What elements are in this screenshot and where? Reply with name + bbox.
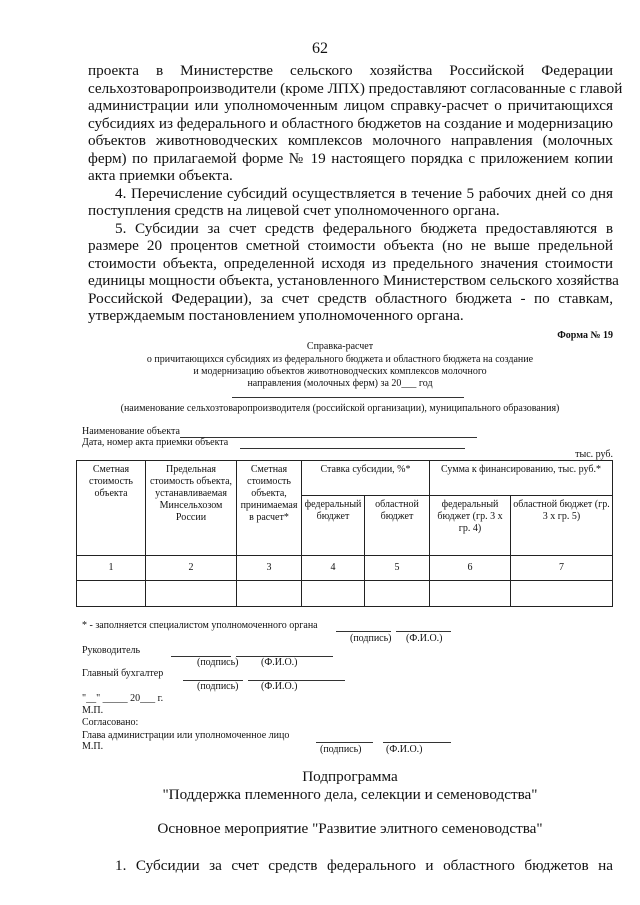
- number-cell: 1: [77, 556, 146, 581]
- org-caption: (наименование сельхозтоваропроизводителя (российской организации), муниципального образования): [120, 403, 560, 414]
- input-cell[interactable]: [365, 581, 430, 607]
- signature-caption: (подпись): [197, 681, 239, 692]
- subheader-cell: федеральный бюджет (гр. 3 х гр. 4): [430, 496, 511, 556]
- org-name-line[interactable]: [232, 397, 464, 398]
- text-line: поступления средств на лицевой счет уполномоченного органа.: [88, 202, 500, 219]
- main-activity: Основное мероприятие "Развитие элитного семеноводства": [157, 820, 543, 837]
- admin-fio-field[interactable]: [383, 742, 451, 743]
- units-label: тыс. руб.: [575, 449, 613, 460]
- number-cell: 3: [237, 556, 302, 581]
- subheader-cell: областной бюджет (гр. 3 х гр. 5): [511, 496, 613, 556]
- form-title: Справка-расчет: [306, 341, 374, 352]
- stamp-label: М.П.: [82, 741, 104, 752]
- text-line: стоимости объекта, определенной исходя из предельного значения стоимости: [88, 255, 613, 272]
- fio-caption: (Ф.И.О.): [261, 657, 298, 668]
- text-line: утверждаемым постановлением уполномоченного органа.: [88, 307, 464, 324]
- input-cell[interactable]: [302, 581, 365, 607]
- subheader-cell: федеральный бюджет: [302, 496, 365, 556]
- text-line: единицы мощности объекта, установленного Министерством сельского хозяйства: [88, 272, 619, 289]
- subprogram-title: Подпрограмма: [302, 768, 398, 785]
- accountant-label: Главный бухгалтер: [82, 668, 164, 679]
- number-cell: 7: [511, 556, 613, 581]
- text-line: администрации или уполномоченным лицом справку-расчет о причитающихся: [88, 97, 613, 114]
- number-cell: 5: [365, 556, 430, 581]
- subsidy-table: [76, 460, 613, 607]
- text-line: объектов животноводческих комплексов молочного направления (молочных: [88, 132, 613, 149]
- header-cell: Сметная стоимость объекта: [77, 461, 146, 556]
- input-cell[interactable]: [146, 581, 237, 607]
- header-cell: Сумма к финансированию, тыс. руб.*: [430, 461, 613, 496]
- fio-field[interactable]: [396, 631, 451, 632]
- input-cell[interactable]: [77, 581, 146, 607]
- form-title-line: направления (молочных ферм) за 20___ год: [247, 378, 433, 389]
- footnote: * - заполняется специалистом уполномоченного органа: [82, 620, 318, 631]
- table-row: [77, 581, 613, 607]
- input-cell[interactable]: [511, 581, 613, 607]
- text-line: Российской Федерации), за счет средств областного бюджета - по ставкам,: [88, 290, 613, 307]
- header-cell: Сметная стоимость объекта, принимаемая в расчет*: [237, 461, 302, 556]
- form-label: Форма № 19: [557, 330, 613, 341]
- item-1-text: 1. Субсидии за счет средств федерального и областного бюджетов на: [115, 857, 613, 874]
- text-line: акта приемки объекта.: [88, 167, 233, 184]
- date-line[interactable]: "__" _____ 20___ г.: [82, 693, 164, 704]
- text-line: ферм) по прилагаемой форме № 19 настоящего порядка с приложением копии: [88, 150, 613, 167]
- fio-caption: (Ф.И.О.): [261, 681, 298, 692]
- text-line: субсидиях из федерального и областного бюджетов на создание и модернизацию: [88, 115, 613, 132]
- stamp-label: М.П.: [82, 705, 104, 716]
- text-line: 5. Субсидии за счет средств федерального бюджета предоставляются в: [115, 220, 613, 237]
- form-title-line: и модернизацию объектов животноводческих комплексов молочного: [193, 366, 487, 377]
- form-title-line: о причитающихся субсидиях из федерального бюджета и областного бюджета на создание: [146, 354, 534, 365]
- text-line: проекта в Министерстве сельского хозяйства Российской Федерации: [88, 62, 613, 79]
- text-line: сельхозтоваропроизводители (кроме ЛПХ) предоставляют согласованные с главой: [88, 80, 623, 97]
- signature-caption: (подпись): [350, 633, 392, 644]
- admin-signature-field[interactable]: [316, 742, 373, 743]
- text-line: 4. Перечисление субсидий осуществляется в течение 5 рабочих дней со дня: [115, 185, 613, 202]
- object-name-label: Наименование объекта: [82, 426, 180, 437]
- head-label: Руководитель: [82, 645, 141, 656]
- subheader-cell: областной бюджет: [365, 496, 430, 556]
- header-cell: Предельная стоимость объекта, устанавливаемая Минсельхозом России: [146, 461, 237, 556]
- act-date-label: Дата, номер акта приемки объекта: [82, 437, 229, 448]
- subprogram-name: "Поддержка племенного дела, селекции и семеноводства": [162, 786, 538, 803]
- agreed-label: Согласовано:: [82, 717, 139, 728]
- admin-head-label: Глава администрации или уполномоченное лицо: [82, 730, 290, 741]
- signature-caption: (подпись): [320, 744, 362, 755]
- input-cell[interactable]: [430, 581, 511, 607]
- header-cell: Ставка субсидии, %*: [302, 461, 430, 496]
- table-row: [77, 556, 613, 581]
- page-number: 62: [312, 40, 328, 57]
- text-line: размере 20 процентов сметной стоимости объекта (но не выше предельной: [88, 237, 613, 254]
- signature-caption: (подпись): [197, 657, 239, 668]
- number-cell: 4: [302, 556, 365, 581]
- input-cell[interactable]: [237, 581, 302, 607]
- signature-field[interactable]: [336, 631, 391, 632]
- fio-caption: (Ф.И.О.): [406, 633, 443, 644]
- number-cell: 2: [146, 556, 237, 581]
- number-cell: 6: [430, 556, 511, 581]
- act-date-field[interactable]: [240, 448, 465, 449]
- fio-caption: (Ф.И.О.): [386, 744, 423, 755]
